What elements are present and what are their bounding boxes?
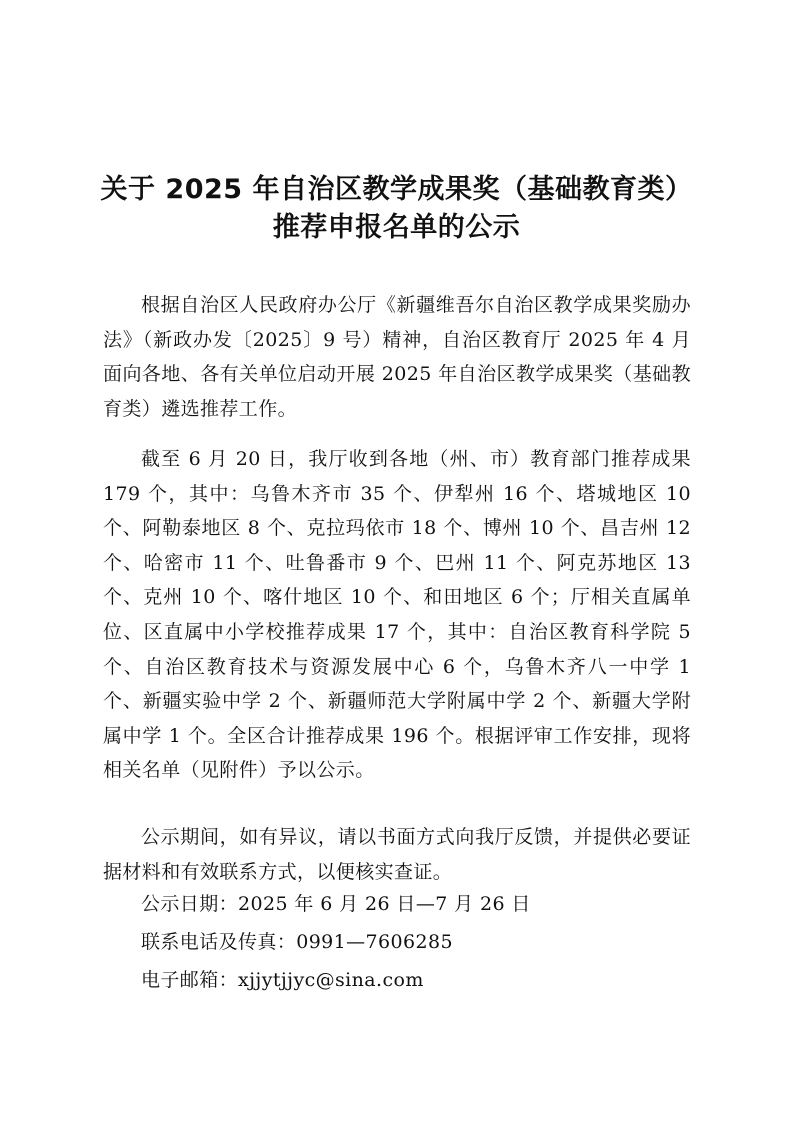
- body-paragraph-3: 公示期间，如有异议，请以书面方式向我厅反馈，并提供必要证据材料和有效联系方式，以便核实查证。: [103, 826, 691, 883]
- body-paragraph-1: 根据自治区人民政府办公厅《新疆维吾尔自治区教学成果奖励办法》（新政办发〔2025〕9 号）精神，自治区教育厅 2025 年 4 月面向各地、各有关单位启动开展 2025 年自治区教学成果奖（基础教育类）遴选推荐工作。: [103, 294, 691, 420]
- document-title-line-1: 关于 2025 年自治区教学成果奖（基础教育类）: [100, 174, 693, 205]
- document-title-line-2: 推荐申报名单的公示: [272, 212, 521, 243]
- publicity-period: 公示日期：2025 年 6 月 26 日—7 月 26 日: [141, 893, 531, 915]
- body-paragraph-2: 截至 6 月 20 日，我厅收到各地（州、市）教育部门推荐成果 179 个，其中：乌鲁木齐市 35 个、伊犁州 16 个、塔城地区 10 个、阿勒泰地区 8 个、克拉玛依市 18 个、博州 10 个、昌吉州 12 个、哈密市 11 个、吐鲁番市 9 个、巴州 11 个、阿克苏地区 13 个、克州 10 个、喀什地区 10 个、和田地区 6 个；厅相关直属单位、区直属中小学校推荐成果 17 个，其中：自治区教育科学院 5 个、自治区教育技术与资源发展中心 6 个，乌鲁木齐八一中学 1 个、新疆实验中学 2 个、新疆师范大学附属中学 2 个、新疆大学附属中学 1 个。全区合计推荐成果 196 个。根据评审工作安排，现将相关名单（见附件）予以公示。: [103, 448, 691, 782]
- contact-phone-fax: 联系电话及传真：0991—7606285: [141, 931, 453, 953]
- contact-email: 电子邮箱：xjjytjjyc@sina.com: [141, 969, 424, 991]
